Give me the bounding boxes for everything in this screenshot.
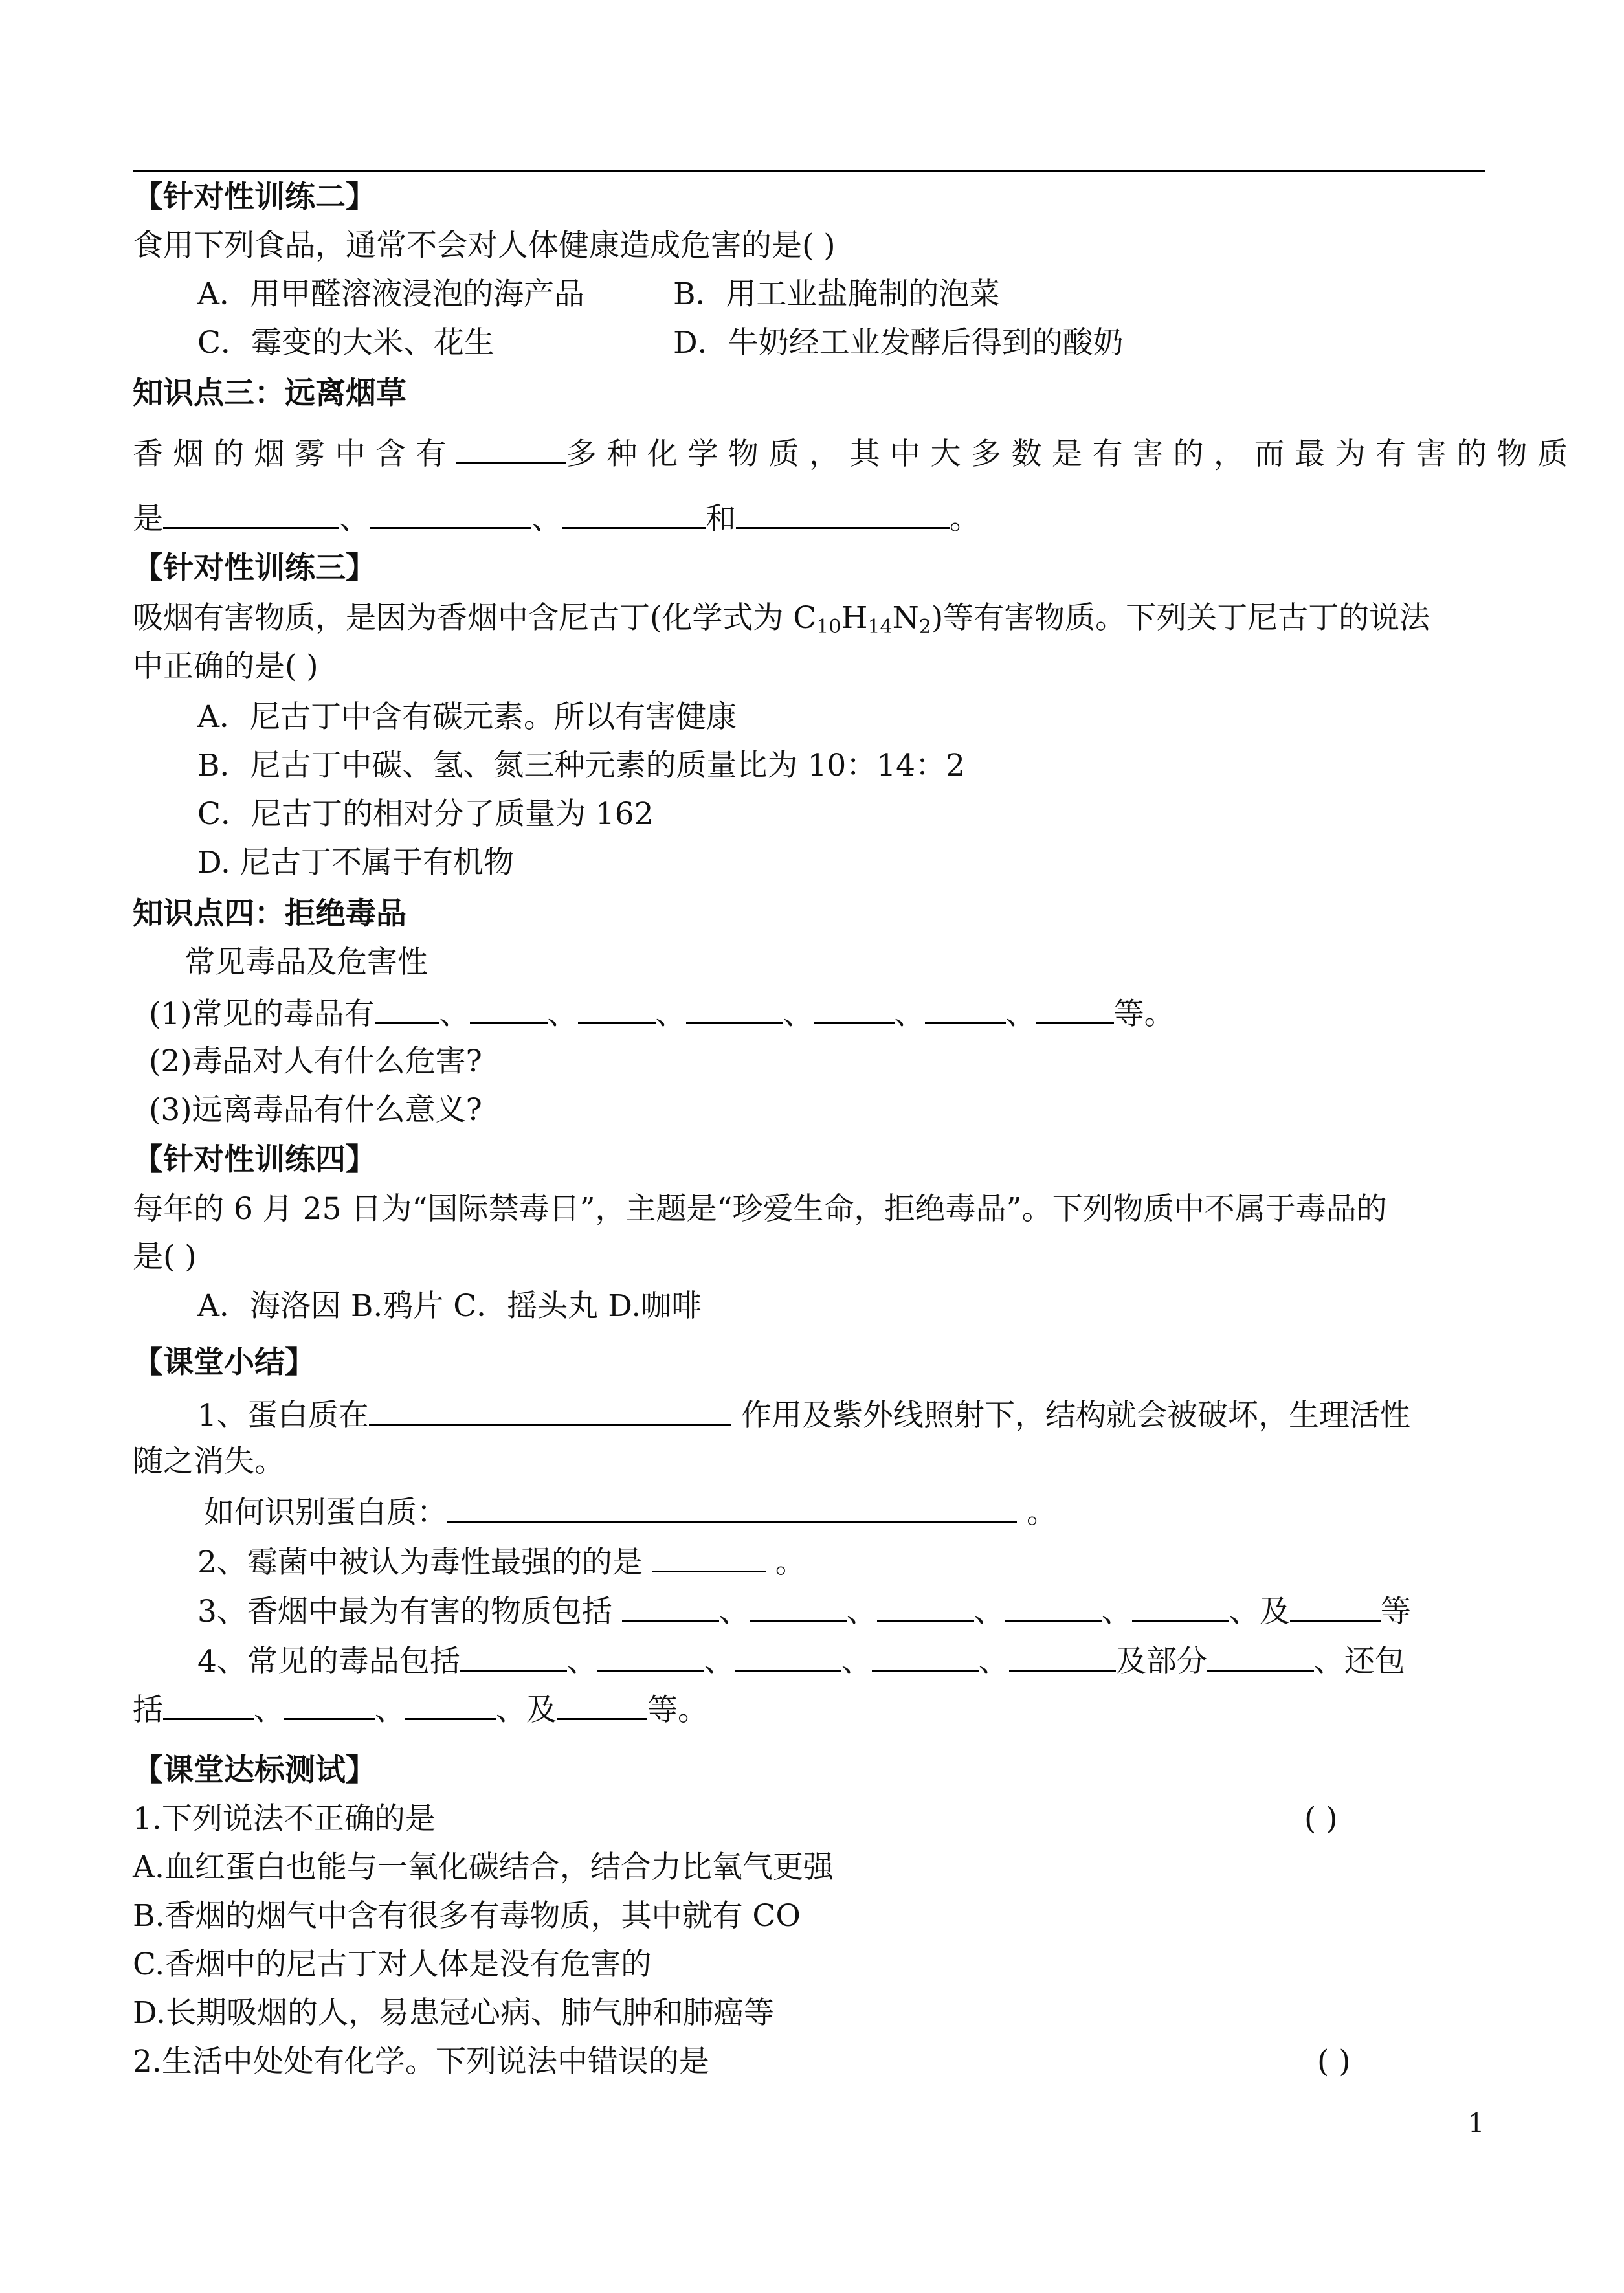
- training4-question-line1: 每年的 6 月 25 日为“国际禁毒日”，主题是“珍爱生命，拒绝毒品”。下列物质中不属于毒品的: [133, 1191, 1387, 1227]
- blank-line: [597, 1641, 704, 1672]
- subscript: 2: [918, 616, 931, 638]
- training2-option-d: D．牛奶经工业发酵后得到的酸奶: [673, 325, 1124, 361]
- separator: 、: [978, 1644, 1009, 1679]
- subscript: 10: [816, 616, 841, 638]
- training2-question: 食用下列食品，通常不会对人体健康造成危害的是( ): [133, 228, 836, 263]
- separator: 、: [655, 996, 686, 1032]
- separator: 、: [973, 1594, 1005, 1629]
- summary-item4-line1: [197, 1641, 1405, 1681]
- s4-text: 括: [133, 1692, 163, 1728]
- blank-line: [1132, 1591, 1229, 1622]
- blank-line: [1290, 1591, 1381, 1622]
- training3-question-line2: 中正确的是( ): [133, 649, 318, 684]
- element-symbol: H: [841, 600, 868, 636]
- training4-options: A．海洛因 B.鸦片 C．摇头丸 D.咖啡: [197, 1288, 702, 1324]
- blank-line: [925, 994, 1006, 1024]
- separator: 、: [254, 1692, 284, 1728]
- separator: 、: [841, 1644, 872, 1679]
- training3-title: 【针对性训练三】: [133, 550, 376, 586]
- s1-text: 1、蛋白质在: [197, 1398, 369, 1433]
- test-q1-option-d: D.长期吸烟的人，易患冠心病、肺气肿和肺癌等: [133, 1995, 774, 2031]
- header-rule: [133, 170, 1485, 172]
- blank-line: [284, 1690, 375, 1720]
- blank-line: [736, 498, 950, 529]
- blank-line: [370, 498, 531, 529]
- blank-line: [369, 1395, 731, 1426]
- q-text: 吸烟有害物质，是因为香烟中含尼古丁(化学式为 C: [133, 600, 817, 636]
- summary-item4-line2: [133, 1690, 708, 1730]
- blank-line: [405, 1690, 496, 1720]
- separator: 、: [547, 996, 578, 1032]
- separator: 、: [894, 996, 925, 1032]
- blank-line: [470, 994, 548, 1024]
- s4-text: 4、常见的毒品包括: [197, 1644, 460, 1679]
- blank-line: [1036, 994, 1114, 1024]
- blank-line: [375, 994, 439, 1024]
- summary-item1-line1: [197, 1395, 1410, 1435]
- separator: 、: [339, 501, 370, 537]
- s1-text: 作用及紫外线照射下，结构就会被破坏，生理活性: [731, 1398, 1410, 1433]
- point4-q2: (2)毒品对人有什么危害?: [149, 1044, 482, 1079]
- blank-line: [1005, 1591, 1102, 1622]
- separator: 、: [783, 996, 814, 1032]
- subscript: 14: [867, 616, 893, 638]
- training3-option-d: D. 尼古丁不属于有机物: [197, 845, 514, 880]
- blank-line: [163, 1690, 254, 1720]
- point3-line2: [133, 498, 980, 539]
- s4-bufen: 及部分: [1115, 1644, 1207, 1679]
- page-number: 1: [1468, 2108, 1485, 2138]
- separator: 、: [566, 1644, 597, 1679]
- training3-question-line1: [133, 599, 1430, 647]
- training2-option-c: C．霉变的大米、花生: [197, 325, 495, 361]
- test-q1-option-c: C.香烟中的尼古丁对人体是没有危害的: [133, 1947, 652, 1982]
- test-q2: 2.生活中处处有化学。下列说法中错误的是: [133, 2044, 709, 2079]
- separator: 、: [375, 1692, 405, 1728]
- blank-line: [814, 994, 895, 1024]
- blank-line: [163, 498, 339, 529]
- blank-line: [578, 994, 656, 1024]
- s2-text: 2、霉菌中被认为毒性最强的的是: [197, 1545, 643, 1580]
- q-text: )等有害物质。下列关丁尼古丁的说法: [931, 600, 1430, 636]
- blank-line: [622, 1591, 719, 1622]
- blank-line: [562, 498, 706, 529]
- separator: 、: [718, 1594, 750, 1629]
- separator: 、: [1005, 996, 1036, 1032]
- s3-text: 3、香烟中最为有害的物质包括: [197, 1594, 612, 1629]
- point3-line1: [133, 434, 1578, 474]
- training2-option-a: A．用甲醛溶液浸泡的海产品: [197, 276, 584, 312]
- q1-end: 等。: [1113, 996, 1175, 1032]
- blank-line: [456, 434, 566, 464]
- blank-line: [1009, 1641, 1116, 1672]
- period: 。: [950, 501, 980, 537]
- s4-huan: 、还包: [1313, 1644, 1405, 1679]
- point4-title: 知识点四：拒绝毒品: [133, 896, 406, 932]
- element-symbol: N: [892, 600, 919, 636]
- separator: 、: [1101, 1594, 1132, 1629]
- blank-line: [735, 1641, 841, 1672]
- training4-question-line2: 是( ): [133, 1239, 197, 1275]
- s4-end: 等。: [647, 1692, 708, 1728]
- test-q1-option-b: B.香烟的烟气中含有很多有毒物质，其中就有 CO: [133, 1898, 801, 1934]
- training3-option-c: C．尼古丁的相对分了质量为 162: [197, 796, 654, 832]
- conjunction: 和: [706, 501, 736, 537]
- point3-title: 知识点三：远离烟草: [133, 375, 406, 411]
- separator: 、: [704, 1644, 735, 1679]
- training2-option-b: B．用工业盐腌制的泡菜: [673, 276, 1000, 312]
- training3-option-b: B．尼古丁中碳、氢、氮三种元素的质量比为 10：14：2: [197, 748, 965, 783]
- summary-item3: [197, 1591, 1411, 1631]
- s3-ji: 、及: [1229, 1594, 1290, 1629]
- training2-title: 【针对性训练二】: [133, 179, 376, 215]
- separator: 、: [531, 501, 562, 537]
- blank-line: [1207, 1641, 1314, 1672]
- s3-end: 等: [1380, 1594, 1411, 1629]
- blank-line: [872, 1641, 979, 1672]
- blank-line: [460, 1641, 567, 1672]
- blank-line: [652, 1542, 766, 1572]
- s4-ji: 、及: [496, 1692, 557, 1728]
- training3-option-a: A．尼古丁中含有碳元素。所以有害健康: [197, 699, 737, 735]
- blank-line: [557, 1690, 647, 1720]
- separator: 、: [846, 1594, 877, 1629]
- summary-identify-protein: [204, 1492, 1057, 1532]
- blank-line: [447, 1492, 1017, 1523]
- s1-text: 如何识别蛋白质：: [204, 1495, 447, 1530]
- point4-q1: [149, 994, 1175, 1034]
- test-q1-option-a: A.血红蛋白也能与一氧化碳结合，结合力比氧气更强: [133, 1850, 834, 1885]
- point4-q3: (3)远离毒品有什么意义?: [149, 1092, 482, 1128]
- summary-item2: [197, 1542, 806, 1582]
- separator: 、: [439, 996, 470, 1032]
- test-title: 【课堂达标测试】: [133, 1752, 376, 1788]
- blank-line: [750, 1591, 847, 1622]
- summary-item1-line2: 随之消失。: [133, 1444, 285, 1479]
- test-q1-answer-paren: ( ): [1304, 1801, 1338, 1837]
- blank-line: [686, 994, 783, 1024]
- training4-title: 【针对性训练四】: [133, 1142, 376, 1178]
- period: 。: [1017, 1495, 1057, 1530]
- summary-title: 【课堂小结】: [133, 1345, 315, 1380]
- blank-line: [877, 1591, 974, 1622]
- test-q2-answer-paren: ( ): [1317, 2044, 1351, 2079]
- point3-line1-b: 多种化学物质，其中大多数是有害的，而最为有害的物质: [566, 436, 1578, 472]
- test-q1: 1.下列说法不正确的是: [133, 1801, 436, 1837]
- period: 。: [765, 1545, 806, 1580]
- point3-line1-a: 香烟的烟雾中含有: [133, 436, 456, 472]
- q1-text: (1)常见的毒品有: [149, 996, 375, 1032]
- point4-subtitle: 常见毒品及危害性: [184, 945, 428, 980]
- point3-line2-a: 是: [133, 501, 163, 537]
